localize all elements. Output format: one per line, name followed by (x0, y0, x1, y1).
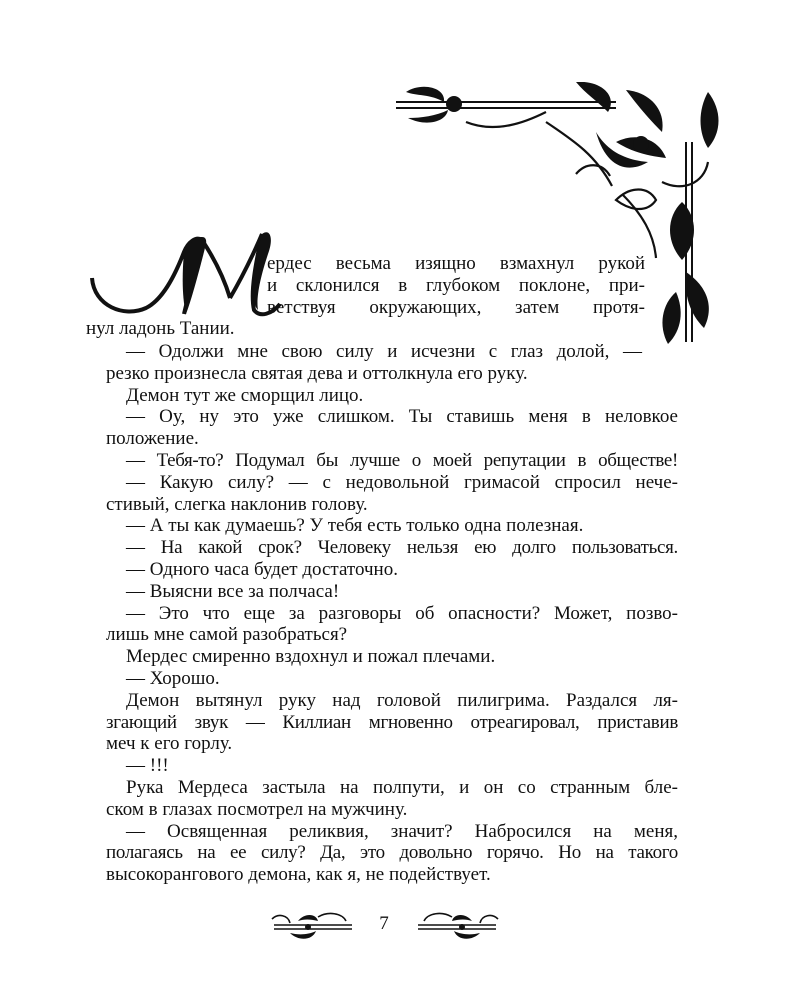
page-number: 7 (379, 913, 389, 934)
text-line: ветствуя окружающих, затем протя- (267, 296, 645, 318)
text-line: — А ты как думаешь? У тебя есть только одна полезная. (126, 515, 584, 537)
text-line: нул ладонь Тании. (86, 318, 235, 340)
text-line: — Одолжи мне свою силу и исчезни с глаз долой, — (126, 341, 642, 362)
text-line: высокорангового демона, как я, не подействует. (106, 864, 491, 886)
text-line: полагаясь на ее силу? Да, это довольно горячо. Но на такого (106, 842, 678, 864)
text-line: — Это что еще за разговоры об опасности? Может, позво- (126, 602, 678, 624)
text-line: — Одного часа будет достаточно. (126, 558, 398, 580)
paragraph (86, 690, 678, 755)
footer-right-ornament (414, 911, 502, 941)
text-line: Мердес смиренно вздохнул и пожал плечами. (126, 646, 496, 668)
text-line: — На какой срок? Человеку нельзя ею долго пользоваться. (126, 537, 678, 559)
text-line: — Хорошо. (126, 667, 220, 689)
paragraph (86, 450, 678, 472)
text-line: згающий звук — Киллиан мгновенно отреагировал, приставив (106, 711, 678, 733)
text-line: — !!! (126, 755, 169, 777)
text-line: — Тебя-то? Подумал бы лучше о моей репутации в обществе! (126, 449, 678, 471)
paragraph (86, 603, 678, 647)
paragraph (86, 581, 678, 603)
text-line: положение. (106, 428, 199, 450)
text-line: — Оу, ну это уже слишком. Ты ставишь меня в неловкое (126, 406, 678, 428)
text-line: стивый, слегка наклонив голову. (106, 493, 368, 515)
paragraph (86, 472, 678, 516)
text-line: Рука Мердеса застыла на полпути, и он со странным бле- (126, 776, 678, 798)
paragraph (86, 821, 678, 886)
text-line: — Освященная реликвия, значит? Набросился на меня, (126, 820, 678, 842)
paragraph (86, 646, 678, 668)
text-line: и склонился в глубоком поклоне, при- (267, 274, 645, 296)
paragraph (86, 537, 678, 559)
text-line: меч к его горлу. (106, 733, 233, 755)
paragraph (86, 341, 678, 385)
page-footer (268, 905, 500, 945)
text-line: — Выясни все за полчаса! (126, 580, 340, 602)
opening-paragraph (86, 253, 678, 340)
text-line: резко произнесла святая дева и оттолкнула его руку. (106, 362, 528, 384)
paragraph (86, 668, 678, 690)
text-line: Демон вытянул руку над головой пилигрима. Раздался ля- (126, 689, 678, 711)
text-line: ердес весьма изящно взмахнул рукой (267, 253, 645, 274)
paragraph (86, 755, 678, 777)
paragraph (86, 406, 678, 450)
paragraph (86, 515, 678, 537)
body-text (86, 341, 678, 886)
paragraph (86, 385, 678, 407)
paragraph (86, 777, 678, 821)
text-line: — Какую силу? — с недовольной гримасой спросил нече- (126, 471, 678, 493)
text-line: лишь мне самой разобраться? (106, 624, 348, 646)
text-line: Демон тут же сморщил лицо. (126, 384, 364, 406)
text-line: ском в глазах посмотрел на мужчину. (106, 798, 408, 820)
paragraph (86, 559, 678, 581)
